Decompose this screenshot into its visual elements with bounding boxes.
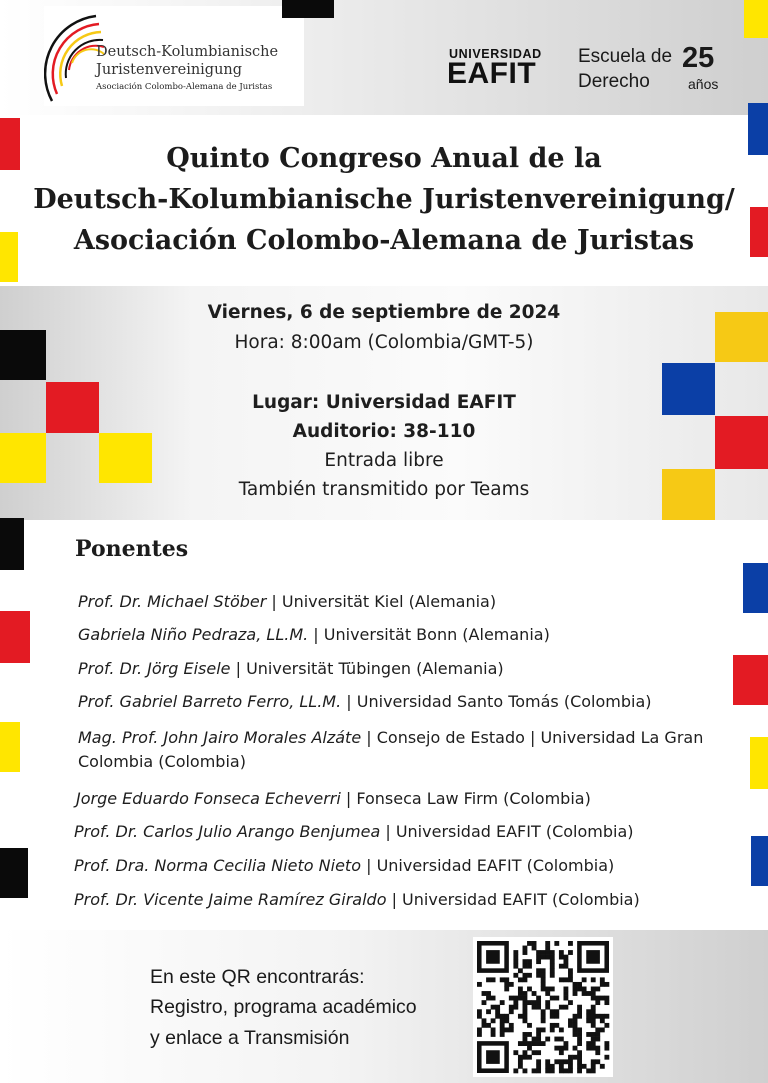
event-entry: Entrada libre [324,450,444,471]
decor-square-blue [743,563,768,613]
qr-code-icon[interactable] [473,937,613,1077]
speaker-name: Gabriela Niño Pedraza, LL.M. [78,625,309,644]
anniversary-word: años [688,76,719,92]
title-line2: Deutsch-Kolumbianische Juristenvereinigung/ [33,184,735,215]
speaker-name: Prof. Dr. Michael Stöber [78,592,267,611]
speaker-affiliation: | Universität Bonn (Alemania) [308,625,550,644]
speaker-item [76,787,716,811]
decor-square-red [0,611,30,663]
logo-name-german-line1: Deutsch-Kolumbianische [96,44,279,60]
event-streaming: También transmitido por Teams [238,479,530,500]
event-time: Hora: 8:00am (Colombia/GMT-5) [234,332,534,353]
speaker-name: Jorge Eduardo Fonseca Echeverri [76,789,341,808]
event-title [0,138,768,261]
decor-square-black [0,518,24,570]
speaker-item [78,657,718,681]
speaker-item [78,726,708,774]
speaker-affiliation: | Universidad EAFIT (Colombia) [361,856,615,875]
speaker-item [74,820,734,844]
decor-square-red [733,655,768,705]
speaker-affiliation: | Universidad Santo Tomás (Colombia) [341,692,652,711]
event-auditorium: Auditorio: 38-110 [292,421,476,442]
university-logo-text: EAFIT [447,57,537,90]
decor-square-yellow [750,737,768,789]
speaker-affiliation: | Universidad EAFIT (Colombia) [380,822,634,841]
title-line3: Asociación Colombo-Alemana de Juristas [73,225,695,256]
speaker-name: Prof. Dra. Norma Cecilia Nieto Nieto [74,856,361,875]
decor-square-black [0,848,28,898]
speaker-name: Prof. Dr. Carlos Julio Arango Benjumea [74,822,381,841]
speaker-item [74,854,734,878]
decor-square-yellow [744,0,768,38]
speaker-affiliation: | Universität Kiel (Alemania) [266,592,497,611]
event-date: Viernes, 6 de septiembre de 2024 [207,302,561,323]
school-name-line2: Derecho [578,71,650,92]
speaker-affiliation: | Universität Tübingen (Alemania) [230,659,504,678]
qr-code-graphic [473,937,613,1077]
decor-square-black [282,0,334,18]
school-name-line1: Escuela de [578,46,673,67]
logo-name-german-line2: Juristenvereinigung [96,62,243,78]
university-label: UNIVERSIDAD [449,47,542,61]
logo-name-spanish: Asociación Colombo-Alemana de Juristas [96,82,273,92]
speaker-name: Prof. Dr. Vicente Jaime Ramírez Giraldo [74,890,387,909]
speaker-item [78,623,718,647]
speaker-item [78,690,738,714]
association-logo [44,6,304,106]
speaker-item [78,590,718,614]
anniversary-number: 25 [682,42,715,74]
decor-square-yellow [0,722,20,772]
qr-text-line1: En este QR encontrarás: [150,966,365,988]
speakers-heading: Ponentes [75,536,189,562]
decor-square-blue [751,836,768,886]
qr-text-line3: y enlace a Transmisión [150,1027,350,1049]
event-place: Lugar: Universidad EAFIT [252,392,516,413]
speaker-affiliation: | Fonseca Law Firm (Colombia) [340,789,591,808]
title-line1: Quinto Congreso Anual de la [166,143,602,174]
speaker-name: Prof. Gabriel Barreto Ferro, LL.M. [78,692,342,711]
speaker-affiliation: | Universidad EAFIT (Colombia) [386,890,640,909]
speaker-affiliation: | Consejo de Estado | Universidad La Gran Colombia (Colombia) [78,728,704,771]
logo-arcs-icon [44,6,104,106]
qr-text-line2: Registro, programa académico [150,996,417,1018]
speaker-item [74,888,734,912]
speaker-name: Prof. Dr. Jörg Eisele [78,659,231,678]
speaker-name: Mag. Prof. John Jairo Morales Alzáte [78,728,362,747]
